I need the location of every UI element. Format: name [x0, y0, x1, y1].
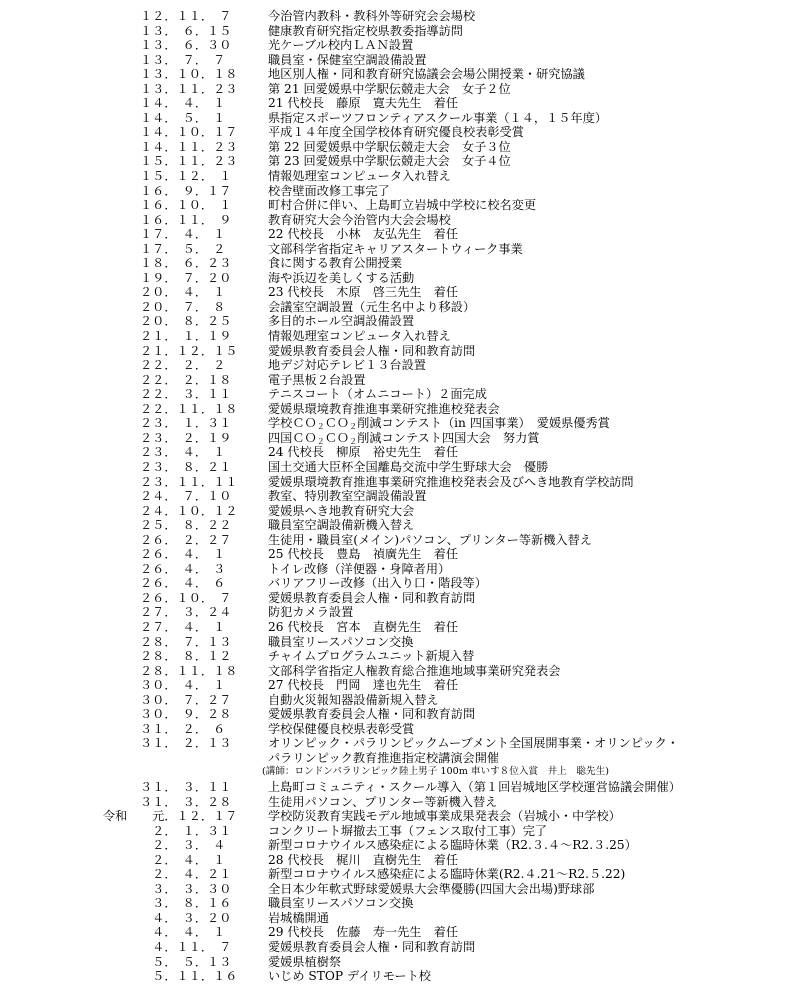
entry-text: チャイムプログラムユニット新規入替	[268, 649, 475, 664]
entry-text: 食に関する教育公開授業	[268, 256, 403, 271]
history-entry	[0, 24, 792, 39]
entry-text: 町村合併に伴い、上島町立岩城中学校に校名変更	[268, 198, 537, 213]
entry-text	[268, 431, 539, 446]
entry-text: 愛媛県教育委員会人権・同和教育訪問	[268, 940, 476, 954]
entry-text: 第 22 回愛媛県中学駅伝競走大会 女子３位	[268, 139, 511, 154]
history-entry	[0, 67, 792, 82]
text-part: ＣＯ	[324, 430, 350, 445]
history-entry	[0, 576, 792, 591]
history-entry	[0, 9, 792, 24]
entry-date: ２０． ７． ８	[140, 299, 226, 314]
entry-date: ２３．１１．１１	[140, 474, 238, 489]
entry-date: ２２． ３．１１	[140, 387, 232, 402]
entry-text: 文部科学省指定キャリアスタートウィーク事業	[268, 241, 523, 256]
history-entry	[0, 358, 792, 373]
entry-date: １９． ７．２０	[140, 270, 232, 285]
history-entry	[0, 533, 792, 548]
lecturer-note	[0, 765, 792, 780]
entry-text: 新型コロナウイルス感染症による臨時休業(R2.４.21～R2.５.22)	[268, 867, 626, 882]
entry-date: ３０． ７．２７	[140, 692, 232, 707]
entry-text: 上島町コミュニティ・スクール導入（第１回岩城地区学校運営協議会開催）	[268, 779, 681, 794]
history-entry	[0, 169, 792, 184]
entry-text: 教室、特別教室空調設備設置	[268, 489, 427, 504]
entry-date: １４．１０．１７	[140, 125, 238, 140]
entry-date: ２３． ８．２１	[140, 459, 232, 474]
history-entry	[0, 53, 792, 68]
entry-date: ３０． ４． １	[140, 678, 226, 693]
entry-date: ２７． ３．２４	[140, 605, 232, 620]
history-entry	[0, 969, 792, 984]
entry-date: １７． ４． １	[140, 227, 226, 242]
history-list	[0, 9, 792, 984]
entry-date: １４．１１．２３	[140, 139, 238, 154]
entry-text: 岩城橋開通	[268, 910, 329, 925]
history-entry	[0, 809, 792, 824]
entry-date: ２２．１１．１８	[140, 401, 238, 416]
subscript-text: ２	[349, 436, 358, 446]
history-entry	[0, 620, 792, 635]
entry-text: 校舎壁面改修工事完了	[268, 183, 390, 198]
history-entry	[0, 795, 792, 810]
entry-text: 国土交通大臣杯全国離島交流中学生野球大会 優勝	[268, 459, 549, 474]
entry-text: 28 代校長 梶川 直樹先生 着任	[268, 852, 459, 867]
history-entry	[0, 111, 792, 126]
entry-date: ２． ４． １	[140, 852, 226, 867]
entry-date: ２． ３． ４	[140, 838, 226, 853]
entry-text: 学校防災教育実践モデル地域事業成果発表会（岩城小・中学校）	[268, 809, 621, 824]
subscript-text: ２	[316, 436, 325, 446]
entry-text: 全日本少年軟式野球愛媛県大会準優勝(四国大会出場)野球部	[268, 881, 595, 896]
history-entry	[0, 227, 792, 242]
history-entry	[0, 314, 792, 329]
history-entry	[0, 489, 792, 504]
text-part: 学校ＣＯ	[268, 416, 317, 431]
entry-text: 愛媛県植樹祭	[268, 954, 342, 969]
entry-text: 今治管内教科・教科外等研究会会場校	[268, 9, 476, 23]
entry-text: 23 代校長 木原 啓三先生 着任	[268, 285, 459, 300]
entry-text: 26 代校長 宮本 直樹先生 着任	[268, 619, 459, 634]
entry-date: １３． ７． ７	[140, 52, 226, 67]
history-entry	[0, 387, 792, 402]
history-entry	[0, 925, 792, 940]
history-entry	[0, 96, 792, 111]
entry-date: ２６．１０． ７	[140, 590, 232, 605]
entry-text: バリアフリー改修（出入り口・階段等）	[268, 576, 487, 591]
history-entry	[0, 125, 792, 140]
history-entry	[0, 416, 792, 431]
entry-date: ２５． ８．２２	[140, 518, 232, 533]
entry-text: 愛媛県へき地教育研究大会	[268, 503, 415, 518]
history-entry	[0, 285, 792, 300]
entry-text: 職員室・保健室空調設備設置	[268, 52, 427, 67]
history-entry	[0, 591, 792, 606]
entry-text: 教育研究大会今治管内大会会場校	[268, 212, 451, 227]
entry-text: 情報処理室コンピュータ入れ替え	[268, 329, 451, 344]
entry-date: １４． ５． １	[140, 110, 226, 125]
entry-text: 愛媛県教育委員会人権・同和教育訪問	[268, 707, 476, 722]
entry-date: ２８．１１．１８	[140, 663, 238, 678]
entry-date: ３０． ９．２８	[140, 707, 232, 722]
history-entry	[0, 140, 792, 155]
entry-date: ２２． ２． ２	[140, 358, 226, 373]
entry-text: 生徒用・職員室(メイン)パソコン、プリンター等新機入替え	[268, 532, 592, 547]
entry-text: 防犯カメラ設置	[268, 605, 354, 620]
text-part: 四国ＣＯ	[268, 430, 317, 445]
history-entry	[0, 213, 792, 228]
era-label: 令和	[103, 809, 128, 824]
history-entry	[0, 911, 792, 926]
entry-date: １６． ９．１７	[140, 183, 232, 198]
history-entry	[0, 373, 792, 388]
entry-text: 平成１４年度全国学校体育研究優良校表彰受賞	[268, 125, 524, 140]
entry-date: ５． ５．１３	[140, 954, 232, 969]
history-entry	[0, 896, 792, 911]
history-entry	[0, 460, 792, 475]
entry-date: ２６． ２．２７	[140, 532, 232, 547]
entry-text: 22 代校長 小林 友弘先生 着任	[268, 227, 459, 242]
history-entry	[0, 780, 792, 795]
entry-text: 職員室リースパソコン交換	[268, 896, 414, 911]
entry-date: １５．１２． １	[140, 169, 232, 184]
history-entry	[0, 649, 792, 664]
entry-text: 文部科学省指定人権教育総合推進地域事業研究発表会	[268, 663, 561, 678]
history-entry	[0, 824, 792, 839]
entry-text: 21 代校長 藤原 寛夫先生 着任	[268, 96, 459, 111]
entry-date: ２６． ４． ６	[140, 576, 226, 591]
history-entry	[0, 82, 792, 97]
entry-date: ３． ８．１６	[140, 896, 232, 911]
entry-date: ２８． ７．１３	[140, 634, 232, 649]
entry-text: 職員室空調設備新機入替え	[268, 518, 415, 533]
entry-date: １５．１１．２３	[140, 154, 238, 169]
subscript-text: ２	[349, 422, 358, 432]
history-entry	[0, 475, 792, 490]
entry-date: ２６． ４． ３	[140, 561, 226, 576]
entry-text: 愛媛県教育委員会人権・同和教育訪問	[268, 343, 476, 358]
entry-date: ４． ４． １	[140, 925, 226, 940]
entry-date: １７． ５． ２	[140, 241, 226, 256]
history-entry	[0, 940, 792, 955]
entry-date: ３１． ２．１３	[140, 736, 232, 751]
history-entry	[0, 256, 792, 271]
entry-date: ２３． ４． １	[140, 445, 226, 460]
history-entry	[0, 504, 792, 519]
history-entry	[0, 445, 792, 460]
entry-date: ２４． ７．１０	[140, 489, 232, 504]
history-entry	[0, 678, 792, 693]
history-entry	[0, 431, 792, 446]
entry-date: １３． ６．１５	[140, 23, 232, 38]
entry-text: 24 代校長 柳原 裕史先生 着任	[268, 445, 459, 460]
entry-date: ５．１１．１６	[140, 969, 238, 984]
entry-date: ２． ４．２１	[140, 867, 232, 882]
entry-date: ３１． ３．２８	[140, 794, 232, 809]
entry-date: １３． ６．３０	[140, 38, 232, 53]
entry-text: 電子黒板２台設置	[268, 372, 366, 387]
entry-text: 県指定スポーツフロンティアスクール事業（１４，１５年度）	[268, 110, 608, 125]
entry-text: トイレ改修（洋便器・身障者用）	[268, 561, 451, 576]
entry-text: 情報処理室コンピュータ入れ替え	[268, 169, 451, 184]
entry-text: 海や浜辺を美しくする活動	[268, 270, 415, 285]
history-entry	[0, 955, 792, 970]
history-entry	[0, 198, 792, 213]
subscript-text: ２	[316, 422, 325, 432]
entry-date: ４． ３．２０	[140, 910, 232, 925]
history-entry	[0, 605, 792, 620]
history-entry	[0, 853, 792, 868]
history-entry	[0, 402, 792, 417]
entry-date: １２．１１． ７	[140, 9, 232, 23]
history-entry	[0, 722, 792, 737]
entry-continuation	[0, 751, 792, 766]
entry-text: (講師：ロンドンパラリンピック陸上男子 100m 車いす８位入賞 井上 聡先生)	[262, 766, 609, 778]
entry-date: １３．１１．２３	[140, 81, 238, 96]
entry-date: ４．１１． ７	[140, 940, 232, 954]
text-part: 削減コンテスト四国大会 努力賞	[357, 430, 540, 445]
entry-date: ２７． ４． １	[140, 619, 226, 634]
entry-date: １６．１０． １	[140, 198, 232, 213]
text-part: 削減コンテスト（in 四国事業） 愛媛県優秀賞	[357, 416, 610, 431]
history-entry	[0, 38, 792, 53]
history-entry	[0, 547, 792, 562]
entry-date: 元．１２．１７	[140, 809, 238, 824]
entry-text: コンクリート塀撤去工事（フェンス取付工事）完了	[268, 823, 548, 838]
history-entry	[0, 518, 792, 533]
entry-date: ２１．１２．１５	[140, 343, 238, 358]
entry-date: ２４．１０．１２	[140, 503, 238, 518]
history-entry	[0, 329, 792, 344]
history-entry	[0, 882, 792, 897]
entry-date: ２３． １．３１	[140, 416, 232, 431]
history-entry	[0, 562, 792, 577]
entry-text: 愛媛県教育委員会人権・同和教育訪問	[268, 590, 476, 605]
entry-date: ２０． ８．２５	[140, 314, 232, 329]
entry-text: 25 代校長 豊島 禎廣先生 着任	[268, 547, 459, 562]
entry-text: 新型コロナウイルス感染症による臨時休業（R2.３.４～R2.３.25）	[268, 838, 637, 853]
history-entry	[0, 271, 792, 286]
history-entry	[0, 693, 792, 708]
entry-date: ２１． １．１９	[140, 329, 232, 344]
entry-text: テニスコート（オムニコート）２面完成	[268, 387, 487, 402]
entry-date: ２０． ４． １	[140, 285, 226, 300]
entry-text: 第 21 回愛媛県中学駅伝競走大会 女子２位	[268, 81, 511, 96]
entry-text: 生徒用パソコン、プリンター等新機入替え	[268, 794, 498, 809]
entry-text: 学校保健優良校県表彰受賞	[268, 721, 415, 736]
entry-date: ３１． ３．１１	[140, 779, 232, 794]
entry-text: 愛媛県環境教育推進事業研究推進校発表会及びへき地教育学校訪問	[268, 474, 634, 489]
entry-text: 多目的ホール空調設備設置	[268, 314, 415, 329]
entry-date: ２８． ８．１２	[140, 649, 232, 664]
history-entry	[0, 184, 792, 199]
history-entry	[0, 344, 792, 359]
history-entry	[0, 736, 792, 751]
history-entry	[0, 300, 792, 315]
entry-date: ３． ３．３０	[140, 881, 232, 896]
entry-text: オリンピック・パラリンピックムーブメント全国展開事業・オリンピック・	[268, 736, 679, 751]
entry-date: ３１． ２． ６	[140, 721, 226, 736]
history-entry	[0, 838, 792, 853]
entry-date: １３．１０．１８	[140, 67, 238, 82]
history-entry	[0, 664, 792, 679]
entry-text: 自動火災報知器設備新規入替え	[268, 692, 439, 707]
entry-text: 29 代校長 佐藤 寿一先生 着任	[268, 925, 459, 940]
text-part: ＣＯ	[324, 416, 350, 431]
history-entry	[0, 635, 792, 650]
entry-text: 愛媛県環境教育推進事業研究推進校発表会	[268, 401, 500, 416]
entry-text: 第 23 回愛媛県中学駅伝競走大会 女子４位	[268, 154, 511, 169]
entry-date: ２． １．３１	[140, 823, 232, 838]
history-entry	[0, 867, 792, 882]
entry-text: パラリンピック教育推進指定校講演会開催	[268, 750, 500, 765]
entry-text: 会議室空調設置（元生名中より移設）	[268, 299, 476, 314]
entry-date: １４． ４． １	[140, 96, 226, 111]
entry-text: 27 代校長 門岡 達也先生 着任	[268, 678, 459, 693]
entry-text: 職員室リースパソコン交換	[268, 634, 414, 649]
history-entry	[0, 242, 792, 257]
entry-date: ２６． ４． １	[140, 547, 226, 562]
entry-text	[268, 416, 610, 431]
entry-text: 健康教育研究指定校県教委指導訪問	[268, 23, 463, 38]
entry-date: １６．１１． ９	[140, 212, 232, 227]
entry-text: 地デジ対応テレビ１３台設置	[268, 358, 426, 373]
entry-date: ２２． ２．１８	[140, 372, 232, 387]
entry-text: 光ケーブル校内ＬＡＮ設置	[268, 38, 414, 53]
entry-text: いじめ STOP デイリモート校	[268, 969, 431, 984]
entry-date: １８． ６．２３	[140, 256, 232, 271]
history-entry	[0, 154, 792, 169]
entry-date: ２３． ２．１９	[140, 430, 232, 445]
entry-text: 地区別人権・同和教育研究協議会会場公開授業・研究協議	[268, 67, 585, 82]
history-entry	[0, 707, 792, 722]
